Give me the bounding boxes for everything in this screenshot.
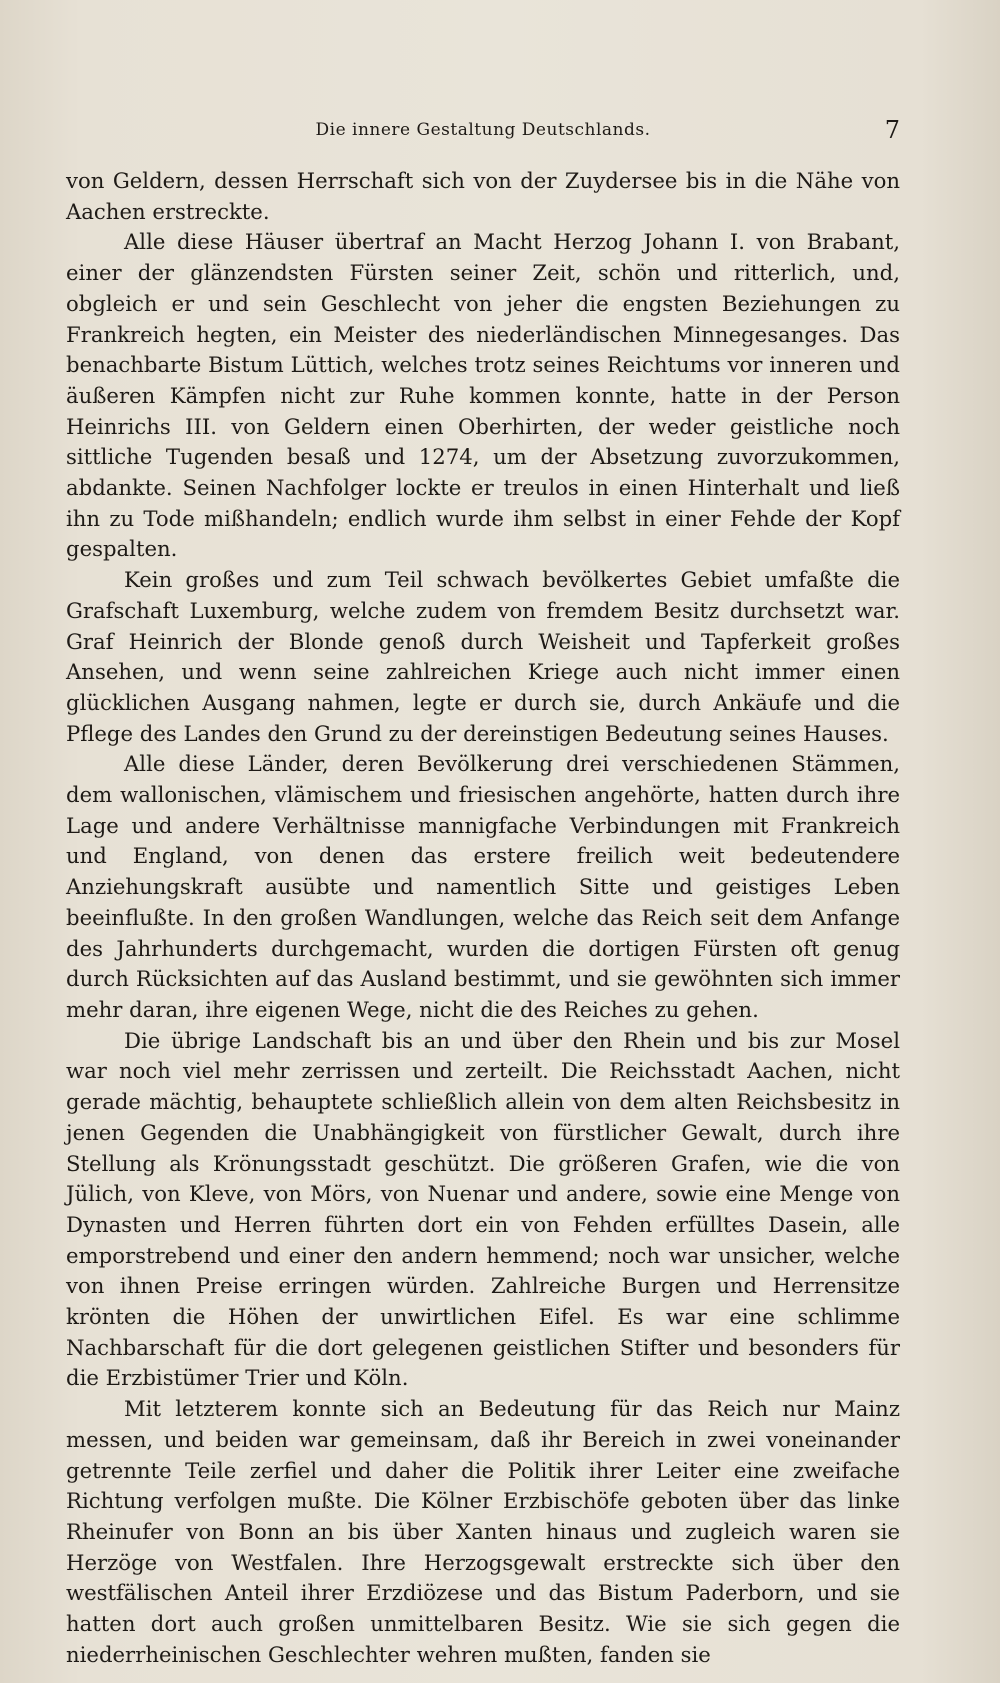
paragraph-koeln-mainz: Mit letzterem konnte sich an Bedeutung für das Reich nur Mainz messen, und beiden war gemeinsam, daß ihr Bereich in zwei voneinander getrennte Teile zerfiel und daher die Politik ihrer Leiter eine zweifache Richtung verfolgen mußte. Die Kölner Erzbischöfe geboten über das linke Rheinufer von Bonn an bis über Xanten hinaus und zugleich waren sie Herzöge von Westfalen. Ihre Herzogsgewalt erstreckte sich über den westfälischen Anteil ihrer Erzdiözese und das Bistum Paderborn, und sie hatten dort auch großen unmittelbaren Besitz. Wie sie sich gegen die niederrheinischen Geschlechter wehren mußten, fanden sie: [66, 1396, 900, 1667]
paragraph-landschaft: Die übrige Landschaft bis an und über den Rhein und bis zur Mosel war noch viel mehr zerrissen und zerteilt. Die Reichsstadt Aachen, nicht gerade mächtig, behauptete schließlich allein von dem alten Reichsbesitz in jenen Gegenden die Unabhängigkeit von fürstlicher Gewalt, durch ihre Stellung als Krönungsstadt geschützt. Die größeren Grafen, wie die von Jülich, von Kleve, von Mörs, von Nuenar und andere, sowie eine Menge von Dynasten und Herren führten dort ein von Fehden erfülltes Dasein, alle emporstrebend und einer den andern hemmend; noch war unsicher, welche von ihnen Preise erringen würden. Zahlreiche Burgen und Herrensitze krönten die Höhen der unwirtlichen Eifel. Es war eine schlimme Nachbarschaft für die dort gelegenen geistlichen Stifter und besonders für die Erzbistümer Trier und Köln.: [66, 1027, 900, 1391]
paragraph-brabant: Alle diese Häuser übertraf an Macht Herzog Johann I. von Brabant, einer der glänzendsten Fürsten seiner Zeit, schön und ritterlich, und, obgleich er und sein Geschlecht von jeher die engsten Beziehungen zu Frankreich hegten, ein Meister des niederländischen Minnegesanges. Das benachbarte Bistum Lüttich, welches trotz seines Reichtums vor inneren und äußeren Kämpfen nicht zur Ruhe kommen konnte, hatte in der Person Heinrichs III. von Geldern einen Oberhirten, der weder geistliche noch sittliche Tugenden besaß und 1274, um der Absetzung zuvorzukommen, abdankte. Seinen Nachfolger lockte er treulos in einen Hinterhalt und ließ ihn zu Tode mißhandeln; endlich wurde ihm selbst in einer Fehde der Kopf gespalten.: [66, 229, 900, 562]
page-number: 7: [884, 116, 900, 144]
page-header: [66, 116, 900, 156]
running-title: Die innere Gestaltung Deutschlands.: [315, 120, 651, 140]
paragraph-laender: Alle diese Länder, deren Bevölkerung drei verschiedenen Stämmen, dem wallonischen, vlämischem und friesischen angehörte, hatten durch ihre Lage und andere Verhältnisse mannigfache Verbindungen mit Frankreich und England, von denen das erstere freilich weit bedeutendere Anziehungskraft ausübte und namentlich Sitte und geistiges Leben beeinflußte. In den großen Wandlungen, welche das Reich seit dem Anfange des Jahrhunderts durchgemacht, wurden die dortigen Fürsten oft genug durch Rücksichten auf das Ausland bestimmt, und sie gewöhnten sich immer mehr daran, ihre eigenen Wege, nicht die des Reiches zu gehen.: [66, 751, 900, 1022]
paragraph-continuation: von Geldern, dessen Herrschaft sich von der Zuydersee bis in die Nähe von Aachen erstreckte.: [66, 168, 900, 224]
paragraph-luxemburg: Kein großes und zum Teil schwach bevölkertes Gebiet umfaßte die Grafschaft Luxemburg, welche zudem von fremdem Besitz durchsetzt war. Graf Heinrich der Blonde genoß durch Weisheit und Tapferkeit großes Ansehen, und wenn seine zahlreichen Kriege auch nicht immer einen glücklichen Ausgang nahmen, legte er durch sie, durch Ankäufe und die Pflege des Landes den Grund zu der dereinstigen Bedeutung seines Hauses.: [66, 567, 900, 746]
body-text: [66, 166, 900, 1670]
